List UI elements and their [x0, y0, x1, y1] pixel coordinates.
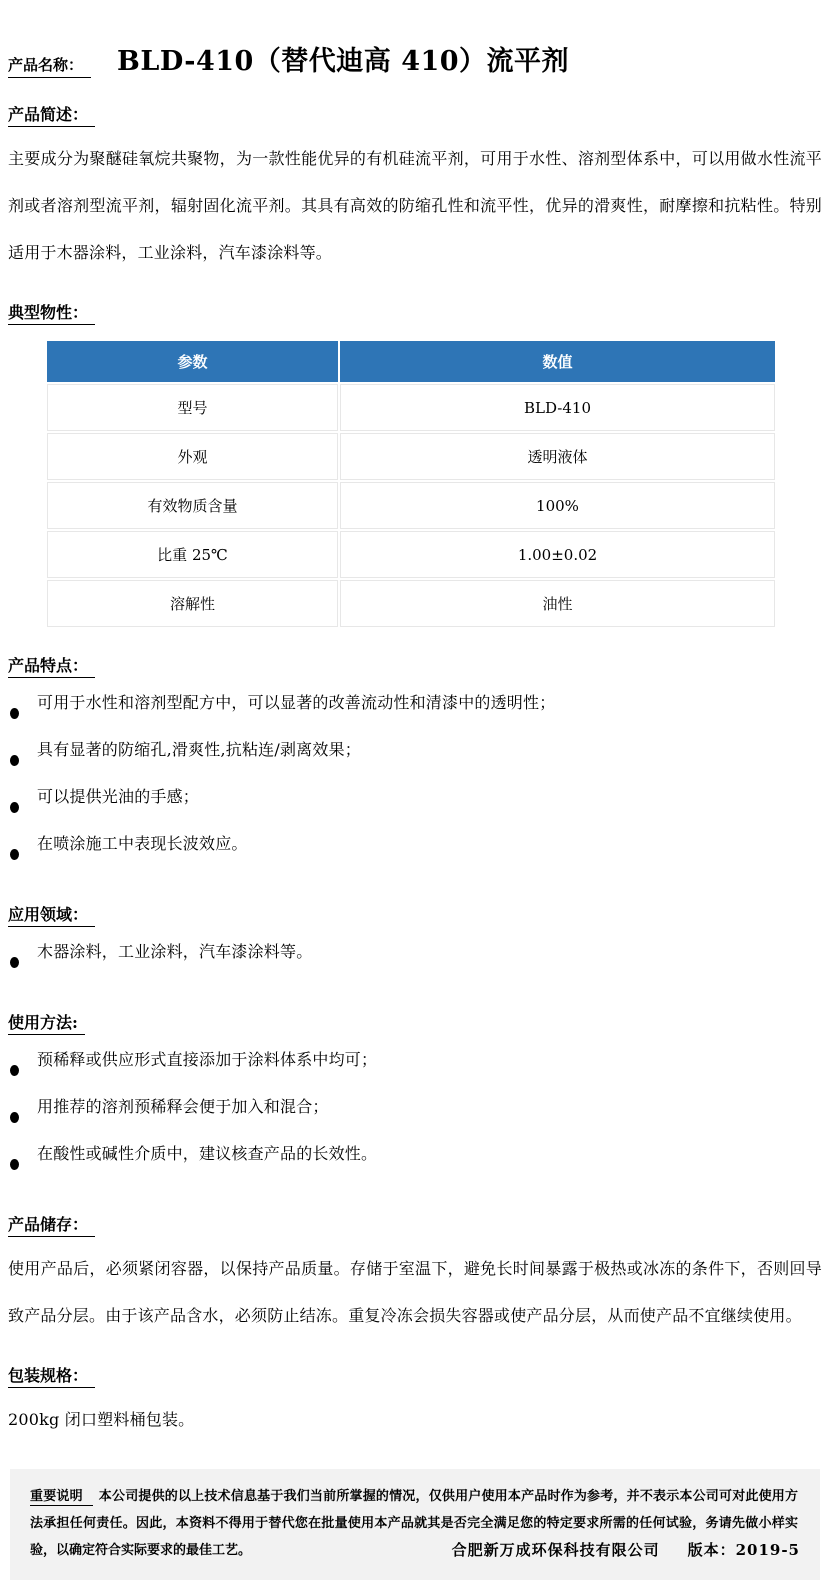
- company-name: 合肥新万成环保科技有限公司: [451, 1541, 660, 1559]
- section-heading-applications: [8, 902, 822, 925]
- table-row: [47, 433, 775, 480]
- section-heading-storage: [8, 1212, 822, 1235]
- cell-parameter: 有效物质含量: [47, 482, 338, 529]
- cell-value: 100%: [340, 482, 775, 529]
- list-item-text: 在酸性或碱性介质中，建议核查产品的长效性。: [37, 1144, 378, 1164]
- list-item-text: 在喷涂施工中表现长波效应。: [37, 834, 248, 854]
- notice-text: 本公司提供的以上技术信息基于我们当前所掌握的情况，仅供用户使用本产品时作为参考，并不表示本公司可对此使用方法承担任何责任。因此，本资料不得用于替代您在批量使用本产品就其是否完全满足您的特定要求所需的任何试验，务请先做小样实验，以确定符合实际要求的最佳工艺。: [30, 1489, 798, 1559]
- applications-list: [8, 939, 822, 986]
- section-heading-properties: [8, 300, 822, 323]
- features-list: [8, 690, 822, 878]
- table-row: [47, 384, 775, 431]
- heading-text: 包装规格：: [8, 1366, 95, 1388]
- bullet-icon: [10, 1112, 19, 1123]
- heading-text: 使用方法:: [8, 1013, 85, 1035]
- product-name-label: 产品名称：: [8, 54, 91, 78]
- heading-text: 应用领域：: [8, 905, 95, 927]
- version-label: 版本：2019-5: [687, 1541, 800, 1559]
- title-row: [8, 46, 822, 78]
- list-item: [8, 784, 822, 831]
- cell-parameter: 外观: [47, 433, 338, 480]
- list-item: [8, 1141, 822, 1188]
- list-item-text: 具有显著的防缩孔,滑爽性,抗粘连/剥离效果；: [37, 740, 361, 760]
- cell-value: 1.00±0.02: [340, 531, 775, 578]
- bullet-icon: [10, 708, 19, 719]
- important-notice-box: [10, 1469, 820, 1580]
- table-row: [47, 580, 775, 627]
- list-item-text: 可用于水性和溶剂型配方中，可以显著的改善流动性和清漆中的透明性；: [37, 693, 556, 713]
- cell-value: 透明液体: [340, 433, 775, 480]
- cell-value: BLD-410: [340, 384, 775, 431]
- list-item: [8, 831, 822, 878]
- properties-table-wrap: [45, 339, 822, 629]
- list-item: [8, 1094, 822, 1141]
- section-heading-overview: [8, 102, 822, 125]
- cell-parameter: 型号: [47, 384, 338, 431]
- list-item-text: 预稀释或供应形式直接添加于涂料体系中均可；: [37, 1050, 378, 1070]
- heading-text: 产品特点：: [8, 656, 95, 678]
- list-item: [8, 939, 822, 986]
- packaging-paragraph: 200kg 闭口塑料桶包装。: [8, 1410, 195, 1430]
- list-item: [8, 1047, 822, 1094]
- col-header-value: 数值: [340, 341, 775, 382]
- list-item-text: 木器涂料，工业涂料，汽车漆涂料等。: [37, 942, 313, 962]
- heading-text: 产品储存：: [8, 1215, 95, 1237]
- bullet-icon: [10, 1065, 19, 1076]
- cell-parameter: 溶解性: [47, 580, 338, 627]
- bullet-icon: [10, 957, 19, 968]
- cell-value: 油性: [340, 580, 775, 627]
- bullet-icon: [10, 755, 19, 766]
- page-title: BLD-410（替代迪高 410）流平剂: [117, 46, 570, 77]
- storage-paragraph: 使用产品后，必须紧闭容器，以保持产品质量。存储于室温下，避免长时间暴露于极热或冰冻的条件下，否则回导致产品分层。由于该产品含水，必须防止结冻。重复冷冻会损失容器或使产品分层，从而使产品不宜继续使用。: [8, 1259, 822, 1326]
- heading-text: 产品简述：: [8, 105, 95, 127]
- list-item-text: 用推荐的溶剂预稀释会便于加入和混合；: [37, 1097, 329, 1117]
- table-row: [47, 531, 775, 578]
- heading-text: 典型物性：: [8, 303, 95, 325]
- bullet-icon: [10, 849, 19, 860]
- cell-parameter: 比重 25℃: [47, 531, 338, 578]
- section-heading-packaging: [8, 1363, 822, 1386]
- properties-table: [45, 339, 777, 629]
- col-header-parameter: 参数: [47, 341, 338, 382]
- list-item: [8, 690, 822, 737]
- list-item-text: 可以提供光油的手感；: [37, 787, 200, 807]
- list-item: [8, 737, 822, 784]
- section-heading-usage: [8, 1010, 822, 1033]
- page-footer: [452, 1539, 800, 1560]
- section-heading-features: [8, 653, 822, 676]
- usage-list: [8, 1047, 822, 1188]
- notice-label: 重要说明: [30, 1489, 93, 1506]
- bullet-icon: [10, 802, 19, 813]
- table-row: [47, 482, 775, 529]
- bullet-icon: [10, 1159, 19, 1170]
- table-header-row: [47, 341, 775, 382]
- overview-paragraph: 主要成分为聚醚硅氧烷共聚物，为一款性能优异的有机硅流平剂，可用于水性、溶剂型体系中，可以用做水性流平剂或者溶剂型流平剂，辐射固化流平剂。其具有高效的防缩孔性和流平性，优异的滑爽性，耐摩擦和抗粘性。特别适用于木器涂料，工业涂料，汽车漆涂料等。: [8, 149, 822, 263]
